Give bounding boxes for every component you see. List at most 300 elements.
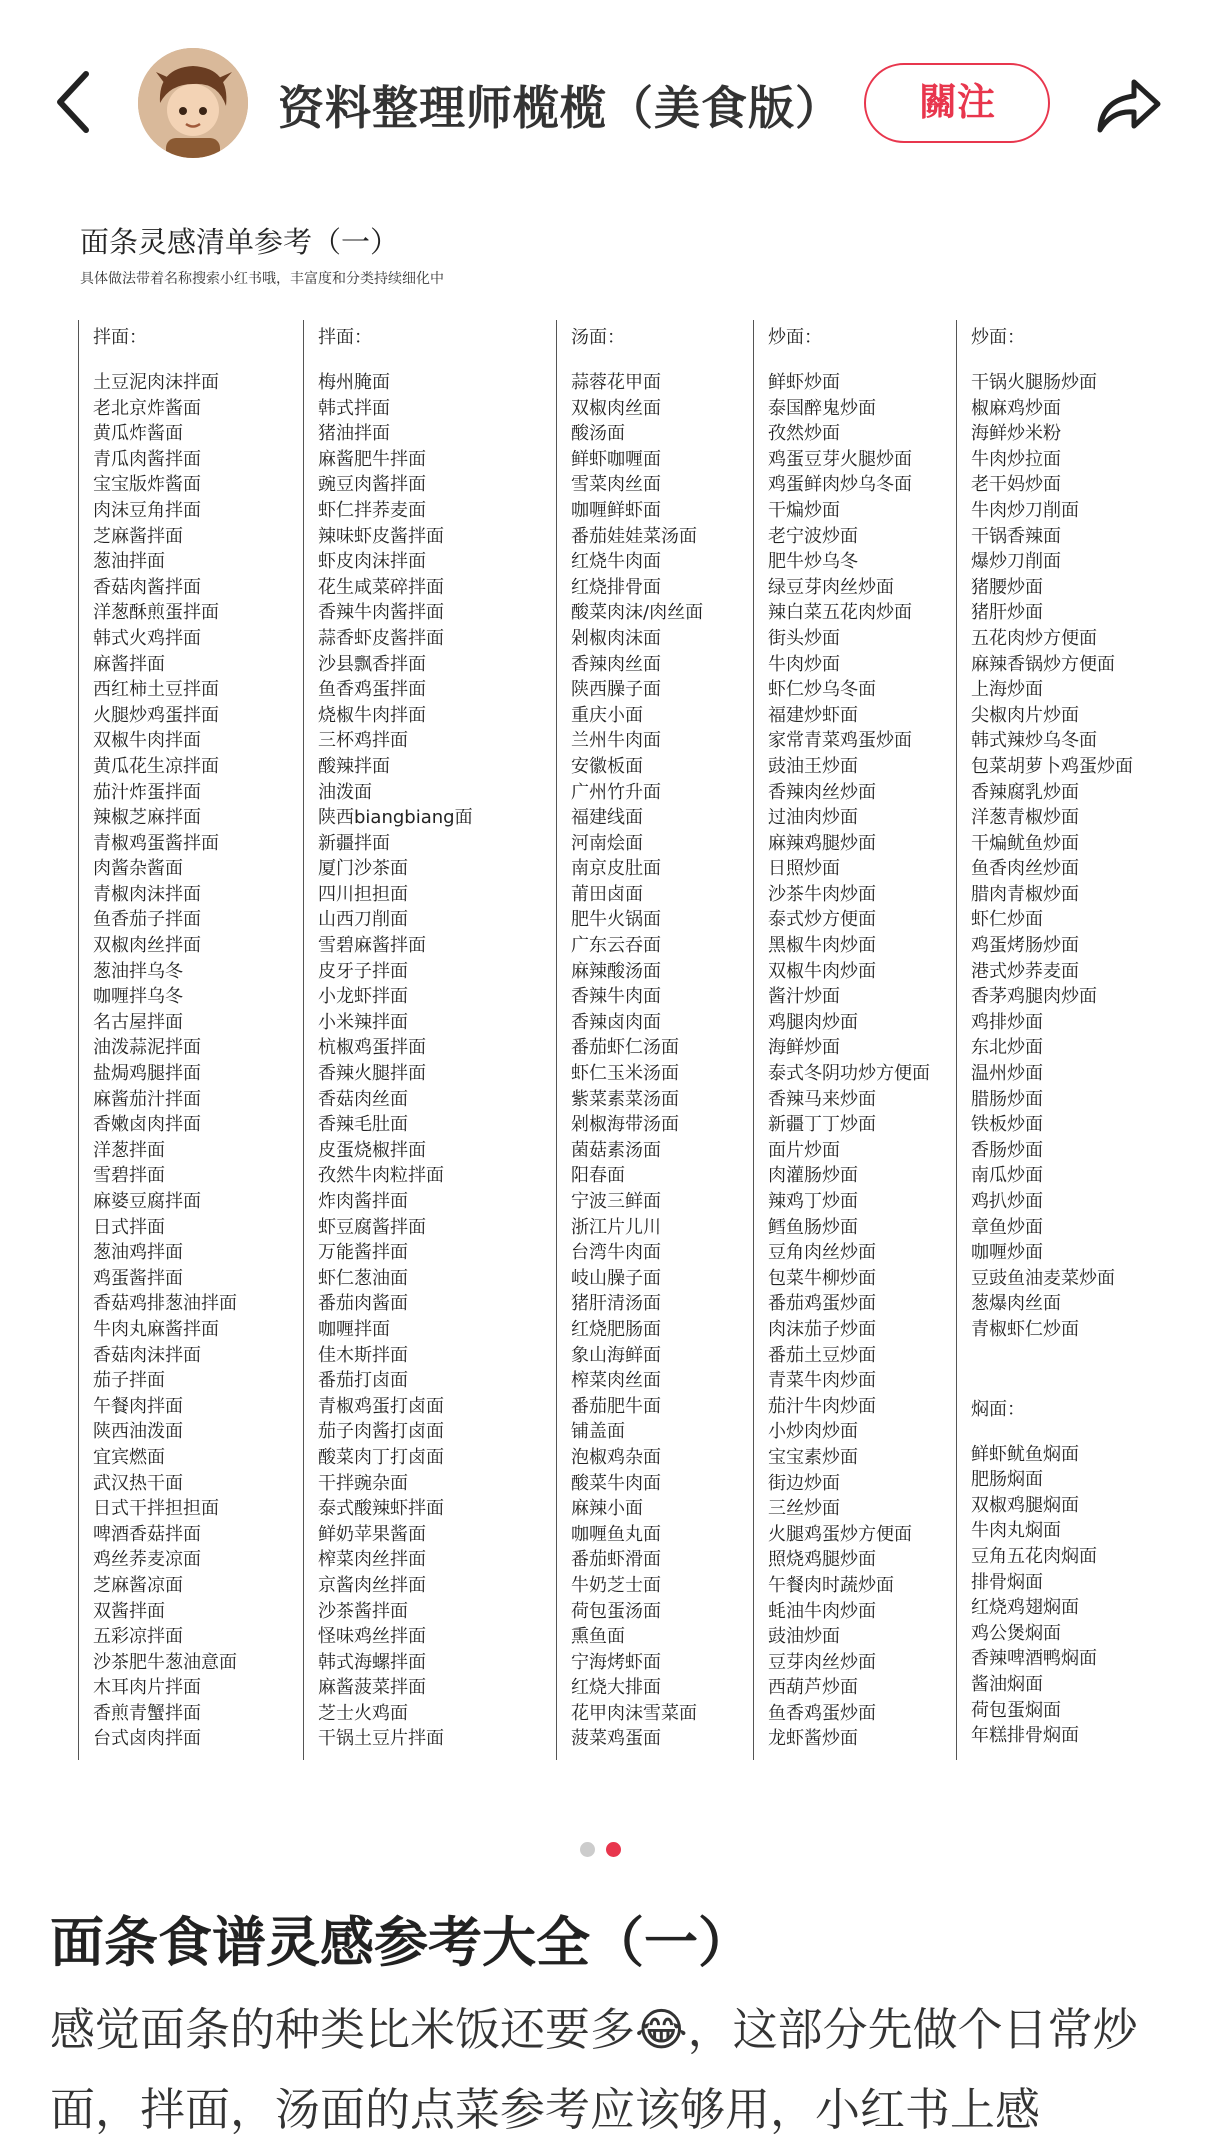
dish-item: 辣白菜五花肉炒面 [768, 602, 912, 624]
dish-item: 孜然牛肉粒拌面 [318, 1165, 444, 1187]
dish-item: 双椒牛肉拌面 [93, 730, 201, 752]
dish-item: 葱爆肉丝面 [971, 1293, 1061, 1315]
dish-item: 荷包蛋焖面 [971, 1699, 1061, 1721]
dish-item: 番茄土豆炒面 [768, 1344, 876, 1366]
dish-item: 东北炒面 [971, 1037, 1043, 1059]
dish-item: 泡椒鸡杂面 [571, 1446, 661, 1468]
author-name[interactable]: 资料整理师榄榄（美食版） [278, 81, 842, 135]
dish-item: 双酱拌面 [93, 1600, 165, 1622]
dish-item: 牛肉丸焖面 [971, 1520, 1061, 1542]
dish-item: 香菇鸡排葱油拌面 [93, 1293, 237, 1315]
dish-item: 宝宝版炸酱面 [93, 474, 201, 496]
dish-item: 肥肠焖面 [971, 1469, 1043, 1491]
dish-item: 腊肠炒面 [971, 1088, 1043, 1110]
avatar-illustration [138, 48, 248, 158]
dish-item: 麻酱菠菜拌面 [318, 1677, 426, 1699]
column-1 [78, 320, 298, 1760]
dish-item: 蒜香虾皮酱拌面 [318, 627, 444, 649]
dish-item: 剁椒海带汤面 [571, 1114, 679, 1136]
dish-item: 葱油拌面 [93, 551, 165, 573]
dish-item: 宝宝素炒面 [768, 1446, 858, 1468]
dish-item: 菠菜鸡蛋面 [571, 1728, 661, 1750]
dish-item: 西葫芦炒面 [768, 1677, 858, 1699]
dish-item: 虾仁玉米汤面 [571, 1063, 679, 1085]
dish-item: 小炒肉炒面 [768, 1421, 858, 1443]
back-button[interactable] [46, 62, 106, 142]
dish-item: 韩式拌面 [318, 397, 390, 419]
dish-item: 椒麻鸡炒面 [971, 397, 1061, 419]
dish-item: 红烧肥肠面 [571, 1318, 661, 1340]
dish-item: 日式拌面 [93, 1216, 165, 1238]
dish-item: 红烧大排面 [571, 1677, 661, 1699]
image-subtitle: 具体做法带着名称搜索小红书哦，丰富度和分类持续细化中 [80, 271, 444, 287]
dish-item: 南京皮肚面 [571, 858, 661, 880]
dish-item: 番茄鸡蛋炒面 [768, 1293, 876, 1315]
dish-item: 猪腰炒面 [971, 576, 1043, 598]
dish-item: 麻婆豆腐拌面 [93, 1191, 201, 1212]
dish-item: 年糕排骨焖面 [971, 1725, 1079, 1747]
dish-item: 佳木斯拌面 [318, 1344, 408, 1366]
dish-item: 雪碧麻酱拌面 [318, 935, 426, 957]
dish-item: 宁海烤虾面 [571, 1651, 661, 1673]
dish-item: 宁波三鲜面 [571, 1191, 661, 1212]
dish-item: 红烧鸡翅焖面 [971, 1597, 1079, 1619]
dish-item: 韩式海螺拌面 [318, 1651, 426, 1673]
dish-item: 香菇肉丝面 [318, 1088, 408, 1110]
dish-item: 肉沫茄子炒面 [768, 1318, 876, 1340]
dish-list [93, 370, 298, 1752]
dish-item: 鸡蛋烤肠炒面 [971, 935, 1079, 957]
dish-item: 双椒肉丝拌面 [93, 935, 201, 957]
dish-item: 酸菜肉丁打卤面 [318, 1446, 444, 1468]
dish-item: 干煸鱿鱼炒面 [971, 832, 1079, 854]
dish-item: 海鲜炒米粉 [971, 423, 1061, 445]
dish-item: 虾仁炒面 [971, 909, 1043, 931]
note-image[interactable] [0, 190, 1206, 1810]
dish-item: 温州炒面 [971, 1063, 1043, 1085]
dish-item: 酸辣拌面 [318, 755, 390, 777]
dish-item: 重庆小面 [571, 704, 643, 726]
dish-item: 土豆泥肉沫拌面 [93, 372, 219, 393]
dish-item: 台湾牛肉面 [571, 1242, 661, 1264]
dish-item: 新疆拌面 [318, 832, 390, 854]
dish-item: 小龙虾拌面 [318, 986, 408, 1008]
dish-item: 香辣马来炒面 [768, 1088, 876, 1110]
dish-item: 排骨焖面 [971, 1571, 1043, 1593]
dish-item: 青椒肉沫拌面 [93, 883, 201, 905]
dish-item: 西红柿土豆拌面 [93, 679, 219, 701]
dish-item: 广州竹升面 [571, 781, 661, 803]
dish-item: 牛肉丸麻酱拌面 [93, 1318, 219, 1340]
dish-item: 香嫩卤肉拌面 [93, 1114, 201, 1136]
dish-item: 麻酱肥牛拌面 [318, 448, 426, 470]
dish-item: 沙茶肥牛葱油意面 [93, 1651, 237, 1673]
dish-item: 宜宾燃面 [93, 1446, 165, 1468]
dish-item: 五彩凉拌面 [93, 1626, 183, 1648]
image-pager [580, 1842, 640, 1858]
dish-item: 双椒鸡腿焖面 [971, 1494, 1079, 1516]
dish-item: 铁板炒面 [971, 1114, 1043, 1136]
dish-item: 沙县飘香拌面 [318, 653, 426, 675]
dish-item: 象山海鲜面 [571, 1344, 661, 1366]
dish-list [971, 370, 1176, 1343]
dish-item: 酸菜牛肉面 [571, 1472, 661, 1494]
dish-item: 沙茶牛肉炒面 [768, 883, 876, 905]
dish-item: 鸡丝荞麦凉面 [93, 1549, 201, 1571]
dish-item: 面片炒面 [768, 1139, 840, 1161]
column-heading: 拌面： [93, 327, 147, 348]
laughing-emoji-icon: 😂 [635, 2003, 688, 2056]
dish-item: 五花肉炒方便面 [971, 627, 1097, 649]
dish-item: 牛肉炒拉面 [971, 448, 1061, 470]
dish-item: 福建炒虾面 [768, 704, 858, 726]
dish-item: 双椒肉丝面 [571, 397, 661, 419]
dish-item: 芝麻酱凉面 [93, 1574, 183, 1596]
column-heading: 汤面： [571, 327, 625, 348]
post-body [50, 1990, 1170, 2150]
dish-item: 鱼香鸡蛋炒面 [768, 1702, 876, 1724]
dish-item: 芝士火鸡面 [318, 1702, 408, 1724]
dish-item: 皮蛋烧椒拌面 [318, 1139, 426, 1161]
dish-item: 茄子拌面 [93, 1370, 165, 1392]
dish-item: 四川担担面 [318, 883, 408, 905]
dish-item: 荷包蛋汤面 [571, 1600, 661, 1622]
dish-item: 尖椒肉片炒面 [971, 704, 1079, 726]
dish-item: 鸡排炒面 [971, 1011, 1043, 1033]
dish-item: 新疆丁丁炒面 [768, 1114, 876, 1136]
note-header [0, 0, 1206, 190]
dish-item: 熏鱼面 [571, 1626, 625, 1648]
dish-item: 辣鸡丁炒面 [768, 1191, 858, 1212]
dish-item: 盐焗鸡腿拌面 [93, 1063, 201, 1085]
dish-item: 干锅土豆片拌面 [318, 1728, 444, 1750]
dish-item: 豆角肉丝炒面 [768, 1242, 876, 1264]
dish-item: 花甲肉沫雪菜面 [571, 1702, 697, 1724]
dish-item: 香辣牛肉面 [571, 986, 661, 1008]
dish-item: 鲜虾咖喱面 [571, 448, 661, 470]
dish-item: 双椒牛肉炒面 [768, 960, 876, 982]
dish-item: 梅州腌面 [318, 372, 390, 393]
dish-item: 鱼香鸡蛋拌面 [318, 679, 426, 701]
dish-item: 鲜奶苹果酱面 [318, 1523, 426, 1545]
dish-item: 香肠炒面 [971, 1139, 1043, 1161]
column-3 [556, 320, 751, 1760]
dish-item: 酱油焖面 [971, 1673, 1043, 1695]
dish-item: 紫菜素菜汤面 [571, 1088, 679, 1110]
dish-item: 鲜虾鱿鱼焖面 [971, 1443, 1079, 1465]
dish-item: 兰州牛肉面 [571, 730, 661, 752]
dish-item: 泰式酸辣虾拌面 [318, 1498, 444, 1520]
dish-item: 泰式冬阴功炒方便面 [768, 1063, 930, 1085]
dish-item: 山西刀削面 [318, 909, 408, 931]
dish-item: 豆豉鱼油麦菜炒面 [971, 1267, 1115, 1289]
dish-item: 沙茶酱拌面 [318, 1600, 408, 1622]
image-title: 面条灵感清单参考（一） [80, 225, 400, 259]
dish-item: 孜然炒面 [768, 423, 840, 445]
dish-item: 洋葱青椒炒面 [971, 807, 1079, 829]
author-avatar[interactable] [138, 48, 248, 158]
dish-list [971, 1442, 1176, 1749]
dish-item: 火腿炒鸡蛋拌面 [93, 704, 219, 726]
dish-item: 干锅火腿肠炒面 [971, 372, 1097, 393]
dish-item: 番茄肉酱面 [318, 1293, 408, 1315]
dish-item: 芝麻酱拌面 [93, 525, 183, 547]
dish-item: 牛肉炒刀削面 [971, 499, 1079, 521]
column-5 [956, 320, 1176, 1760]
dish-item: 咖喱鱼丸面 [571, 1523, 661, 1545]
dish-item: 厦门沙茶面 [318, 858, 408, 880]
share-icon [1092, 68, 1164, 140]
dish-item: 家常青菜鸡蛋炒面 [768, 730, 912, 752]
dish-item: 韩式辣炒乌冬面 [971, 730, 1097, 752]
dish-item: 麻辣酸汤面 [571, 960, 661, 982]
dish-item: 过油肉炒面 [768, 807, 858, 829]
dish-item: 河南烩面 [571, 832, 643, 854]
dish-item: 鸡蛋酱拌面 [93, 1267, 183, 1289]
dish-item: 香煎青蟹拌面 [93, 1702, 201, 1724]
dish-item: 辣椒芝麻拌面 [93, 807, 201, 829]
sub-heading-braised: 焖面： [971, 1398, 1025, 1420]
column-2 [303, 320, 553, 1760]
dish-item: 麻辣鸡腿炒面 [768, 832, 876, 854]
dish-item: 牛奶芝士面 [571, 1574, 661, 1596]
dish-item: 麻酱茄汁拌面 [93, 1088, 201, 1110]
dish-list [571, 370, 751, 1752]
dish-item: 麻辣香锅炒方便面 [971, 653, 1115, 675]
dish-item: 麻酱拌面 [93, 653, 165, 675]
post-body-text: 感觉面条的种类比米饭还要多 [50, 2003, 636, 2056]
dish-item: 菌菇素汤面 [571, 1139, 661, 1161]
dish-item: 剁椒肉沫面 [571, 627, 661, 649]
dish-item: 杭椒鸡蛋拌面 [318, 1037, 426, 1059]
dish-item: 番茄打卤面 [318, 1370, 408, 1392]
dish-item: 岐山臊子面 [571, 1267, 661, 1289]
dish-item: 香辣火腿拌面 [318, 1063, 426, 1085]
dish-item: 豌豆肉酱拌面 [318, 474, 426, 496]
dish-item: 香辣啤酒鸭焖面 [971, 1648, 1097, 1670]
column-heading: 炒面： [971, 327, 1025, 348]
dish-item: 浙江片儿川 [571, 1216, 661, 1238]
dish-item: 猪油拌面 [318, 423, 390, 445]
dish-item: 黄瓜花生凉拌面 [93, 755, 219, 777]
dish-item: 肥牛炒乌冬 [768, 551, 858, 573]
dish-item: 干拌豌杂面 [318, 1472, 408, 1494]
dish-item: 虾豆腐酱拌面 [318, 1216, 426, 1238]
dish-item: 阳春面 [571, 1165, 625, 1187]
dish-item: 腊肉青椒炒面 [971, 883, 1079, 905]
dish-item: 青菜牛肉炒面 [768, 1370, 876, 1392]
column-4 [753, 320, 953, 1760]
dish-item: 京酱肉丝拌面 [318, 1574, 426, 1596]
dish-item: 陕西biangbiang面 [318, 807, 473, 829]
dish-item: 台式卤肉拌面 [93, 1728, 201, 1750]
dish-item: 三杯鸡拌面 [318, 730, 408, 752]
dish-item: 青椒鸡蛋酱拌面 [93, 832, 219, 854]
dish-item: 咖喱鲜虾面 [571, 499, 661, 521]
dish-item: 咖喱拌面 [318, 1318, 390, 1340]
dish-item: 上海炒面 [971, 679, 1043, 701]
dish-item: 鸡蛋豆芽火腿炒面 [768, 448, 912, 470]
dish-item: 洋葱酥煎蛋拌面 [93, 602, 219, 624]
dish-item: 豆芽肉丝炒面 [768, 1651, 876, 1673]
dish-item: 红烧牛肉面 [571, 551, 661, 573]
dish-item: 辣味虾皮酱拌面 [318, 525, 444, 547]
dish-item: 虾皮肉沫拌面 [318, 551, 426, 573]
dish-item: 包菜牛柳炒面 [768, 1267, 876, 1289]
dish-item: 莆田卤面 [571, 883, 643, 905]
dish-item: 肉沫豆角拌面 [93, 499, 201, 521]
post-body-text: ，这部分先做个日常炒面，拌面，汤面的点菜参考应该够用，小红书上感 [50, 2003, 1138, 2136]
dish-item: 皮牙子拌面 [318, 960, 408, 982]
dish-item: 绿豆芽肉丝炒面 [768, 576, 894, 598]
share-button[interactable] [1092, 68, 1164, 140]
chevron-left-icon [46, 62, 106, 142]
dish-item: 鸡蛋鲜肉炒乌冬面 [768, 474, 912, 496]
dish-item: 香菇肉沫拌面 [93, 1344, 201, 1366]
dish-item: 午餐肉拌面 [93, 1395, 183, 1417]
dish-item: 街边炒面 [768, 1472, 840, 1494]
dish-item: 海鲜炒面 [768, 1037, 840, 1059]
dish-list [768, 370, 953, 1752]
dish-item: 木耳肉片拌面 [93, 1677, 201, 1699]
dish-item: 鸡腿肉炒面 [768, 1011, 858, 1033]
dish-item: 油泼面 [318, 781, 372, 803]
dish-item: 港式炒荞麦面 [971, 960, 1079, 982]
post-title: 面条食谱灵感参考大全（一） [50, 1911, 752, 1974]
dish-item: 猪肝清汤面 [571, 1293, 661, 1315]
dish-item: 爆炒刀削面 [971, 551, 1061, 573]
dish-item: 猪肝炒面 [971, 602, 1043, 624]
dish-item: 广东云吞面 [571, 935, 661, 957]
dish-item: 番茄虾仁汤面 [571, 1037, 679, 1059]
dish-item: 福建线面 [571, 807, 643, 829]
dish-list [318, 370, 553, 1752]
dish-item: 照烧鸡腿炒面 [768, 1549, 876, 1571]
pager-dot-1[interactable] [580, 1842, 595, 1857]
dish-item: 安徽板面 [571, 755, 643, 777]
dish-item: 香辣肉丝面 [571, 653, 661, 675]
dish-item: 万能酱拌面 [318, 1242, 408, 1264]
dish-item: 黄瓜炸酱面 [93, 423, 183, 445]
dish-item: 香辣腐乳炒面 [971, 781, 1079, 803]
column-heading: 拌面： [318, 327, 372, 348]
dish-item: 肉酱杂酱面 [93, 858, 183, 880]
dish-item: 酸汤面 [571, 423, 625, 445]
dish-item: 葱油鸡拌面 [93, 1242, 183, 1264]
dish-item: 油泼蒜泥拌面 [93, 1037, 201, 1059]
follow-button[interactable]: 關注 [864, 63, 1050, 143]
dish-item: 黑椒牛肉炒面 [768, 935, 876, 957]
dish-item: 烧椒牛肉拌面 [318, 704, 426, 726]
dish-item: 干煸炒面 [768, 499, 840, 521]
dish-item: 泰国醉鬼炒面 [768, 397, 876, 419]
dish-item: 榨菜肉丝拌面 [318, 1549, 426, 1571]
dish-item: 鱼香肉丝炒面 [971, 858, 1079, 880]
dish-item: 茄子肉酱打卤面 [318, 1421, 444, 1443]
dish-item: 香茅鸡腿肉炒面 [971, 986, 1097, 1008]
dish-item: 鳕鱼肠炒面 [768, 1216, 858, 1238]
dish-item: 青椒虾仁炒面 [971, 1318, 1079, 1340]
dish-item: 雪菜肉丝面 [571, 474, 661, 496]
dish-item: 香辣肉丝炒面 [768, 781, 876, 803]
dish-item: 章鱼炒面 [971, 1216, 1043, 1238]
dish-item: 泰式炒方便面 [768, 909, 876, 931]
dish-item: 雪碧拌面 [93, 1165, 165, 1187]
dish-item: 老北京炸酱面 [93, 397, 201, 419]
dish-item: 韩式火鸡拌面 [93, 627, 201, 649]
dish-item: 蒜蓉花甲面 [571, 372, 661, 393]
dish-item: 榨菜肉丝面 [571, 1370, 661, 1392]
dish-item: 小米辣拌面 [318, 1011, 408, 1033]
dish-item: 武汉热干面 [93, 1472, 183, 1494]
dish-item: 酸菜肉沫/肉丝面 [571, 602, 704, 624]
dish-item: 怪味鸡丝拌面 [318, 1626, 426, 1648]
dish-item: 葱油拌乌冬 [93, 960, 183, 982]
dish-item: 咖喱炒面 [971, 1242, 1043, 1264]
dish-item: 茄汁牛肉炒面 [768, 1395, 876, 1417]
dish-item: 啤酒香菇拌面 [93, 1523, 201, 1545]
dish-item: 豉油王炒面 [768, 755, 858, 777]
dish-item: 番茄娃娃菜汤面 [571, 525, 697, 547]
dish-item: 青瓜肉酱拌面 [93, 448, 201, 470]
dish-item: 名古屋拌面 [93, 1011, 183, 1033]
dish-item: 陕西油泼面 [93, 1421, 183, 1443]
dish-item: 铺盖面 [571, 1421, 625, 1443]
dish-item: 虾仁拌荞麦面 [318, 499, 426, 521]
dish-item: 香辣牛肉酱拌面 [318, 602, 444, 624]
dish-item: 花生咸菜碎拌面 [318, 576, 444, 598]
dish-item: 干锅香辣面 [971, 525, 1061, 547]
dish-item: 豆角五花肉焖面 [971, 1545, 1097, 1567]
dish-item: 香辣卤肉面 [571, 1011, 661, 1033]
dish-item: 包菜胡萝卜鸡蛋炒面 [971, 755, 1133, 777]
dish-item: 火腿鸡蛋炒方便面 [768, 1523, 912, 1545]
dish-item: 虾仁葱油面 [318, 1267, 408, 1289]
dish-item: 香菇肉酱拌面 [93, 576, 201, 598]
dish-item: 鸡公煲焖面 [971, 1622, 1061, 1644]
dish-item: 鱼香茄子拌面 [93, 909, 201, 931]
dish-item: 番茄虾滑面 [571, 1549, 661, 1571]
dish-item: 虾仁炒乌冬面 [768, 679, 876, 701]
dish-item: 酱汁炒面 [768, 986, 840, 1008]
dish-item: 日照炒面 [768, 858, 840, 880]
dish-item: 日式干拌担担面 [93, 1498, 219, 1520]
dish-item: 街头炒面 [768, 627, 840, 649]
dish-item: 老宁波炒面 [768, 525, 858, 547]
dish-item: 牛肉炒面 [768, 653, 840, 675]
dish-item: 洋葱拌面 [93, 1139, 165, 1161]
dish-item: 三丝炒面 [768, 1498, 840, 1520]
dish-item: 咖喱拌乌冬 [93, 986, 183, 1008]
dish-item: 龙虾酱炒面 [768, 1728, 858, 1750]
dish-item: 鲜虾炒面 [768, 372, 840, 393]
column-heading: 炒面： [768, 327, 822, 348]
dish-item: 茄汁炸蛋拌面 [93, 781, 201, 803]
dish-item: 麻辣小面 [571, 1498, 643, 1520]
dish-item: 鸡扒炒面 [971, 1191, 1043, 1212]
dish-item: 肥牛火锅面 [571, 909, 661, 931]
dish-item: 豉油炒面 [768, 1626, 840, 1648]
dish-item: 陕西臊子面 [571, 679, 661, 701]
dish-item: 老干妈炒面 [971, 474, 1061, 496]
dish-item: 香辣毛肚面 [318, 1114, 408, 1136]
dish-item: 肉灌肠炒面 [768, 1165, 858, 1187]
dish-item: 午餐肉时蔬炒面 [768, 1574, 894, 1596]
dish-item: 炸肉酱拌面 [318, 1191, 408, 1212]
pager-dot-2[interactable] [606, 1842, 621, 1857]
dish-item: 红烧排骨面 [571, 576, 661, 598]
dish-item: 蚝油牛肉炒面 [768, 1600, 876, 1622]
